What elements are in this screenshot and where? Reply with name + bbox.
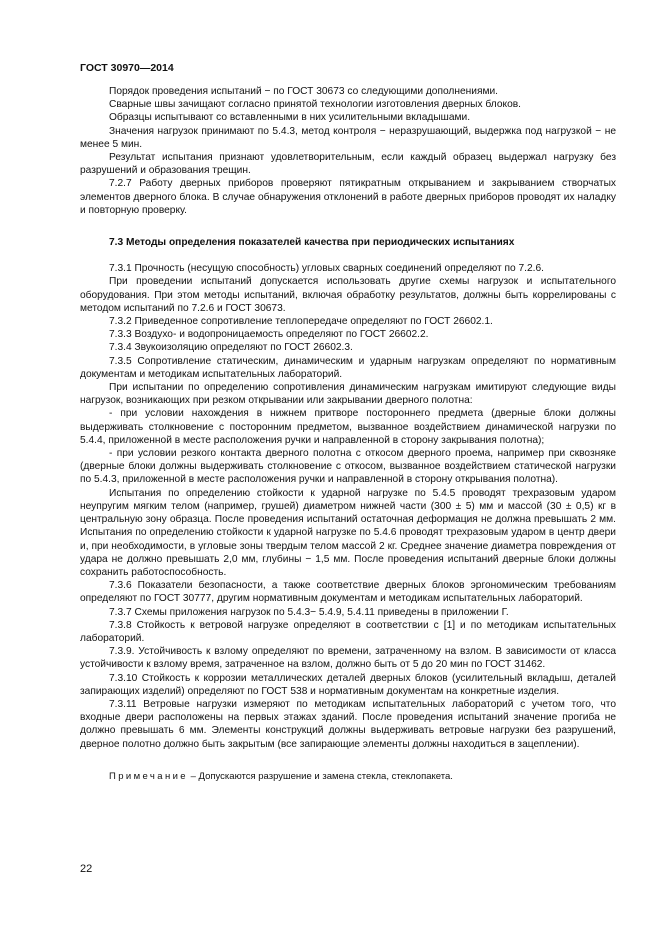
paragraph: 7.2.7 Работу дверных приборов проверяют пятикратным открыванием и закрыванием створчатых элементов дверного блока. В случае обнаружения отклонений в работе дверных приборов проводят их наладку и повторную проверку. — [80, 178, 616, 216]
paragraph: 7.3.6 Показатели безопасности, а также соответствие дверных блоков эргономическим требованиям определяют по ГОСТ 30777, другим нормативным документам и методикам испытательных лабораторий. — [80, 580, 616, 605]
list-item: - при условии резкого контакта дверного полотна с откосом дверного проема, например при сквозняке (дверные блоки должны выдерживать столкновение с откосом, вызванное воздействием статической нагрузки по 5.4.3, приложенной в месте расположения ручки и направленной в сторону открывания полотна). — [80, 448, 616, 486]
paragraph: 7.3.5 Сопротивление статическим, динамическим и ударным нагрузкам определяют по нормативным документам и методикам испытательных лабораторий. — [80, 355, 616, 380]
paragraph: 7.3.2 Приведенное сопротивление теплопередаче определяют по ГОСТ 26602.1. — [109, 316, 493, 328]
paragraph: 7.3.4 Звукоизоляцию определяют по ГОСТ 26602.3. — [109, 342, 353, 354]
paragraph: При проведении испытаний допускается использовать другие схемы нагрузок и испытательного оборудования. При этом методы испытаний, включая обработку результатов, должны быть коррелированы с методом испытаний по 7.2.6 и ГОСТ 30673. — [80, 276, 616, 314]
list-item: - при условии нахождения в нижнем притворе постороннего предмета (дверные блоки должны выдерживать столкновение с посторонним предметом, вызванное воздействием динамической нагрузки по 5.4.4, приложенной в месте расположения ручки и направленной в сторону закрывания полотна); — [80, 408, 616, 446]
paragraph: Результат испытания признают удовлетворительным, если каждый образец выдержал нагрузку без разрушений и образования трещин. — [80, 152, 616, 177]
paragraph: 7.3.9. Устойчивость к взлому определяют по времени, затраченному на взлом. В зависимости от класса устойчивости к взлому время, затраченное на взлом, должно быть от 5 до 20 мин по ГОСТ 31462. — [80, 646, 616, 671]
paragraph: При испытании по определению сопротивления динамическим нагрузкам имитируют следующие виды нагрузок, возникающих при резком открывании или закрывании дверного полотна: — [80, 382, 616, 407]
paragraph: 7.3.11 Ветровые нагрузки измеряют по методикам испытательных лабораторий с учетом того, что входные двери расположены на первых этажах зданий. После проведения испытаний значение прогиба не должно превышать 6 мм. Элементы конструкций должны выдерживать ветровые нагрузки без разрушений, дверное полотно должно быть закрытым (все запирающие элементы должны находиться в зацеплении). — [80, 698, 616, 750]
note-text: – Допускаются разрушение и замена стекла, стеклопакета. — [188, 770, 453, 782]
paragraph: 7.3.10 Стойкость к коррозии металлических деталей дверных блоков (усилительный вкладыш, деталей запирающих изделий) определяют по ГОСТ 538 и нормативным документам на конкретные изделия. — [80, 672, 616, 697]
paragraph: 7.3.8 Стойкость к ветровой нагрузке определяют в соответствии с [1] и по методикам испытательных лабораторий. — [80, 619, 616, 644]
note — [80, 770, 616, 783]
paragraph: Сварные швы зачищают согласно принятой технологии изготовления дверных блоков. — [109, 99, 521, 111]
document-header: ГОСТ 30970—2014 — [80, 62, 174, 74]
paragraph: Образцы испытывают со вставленными в них усилительными вкладышами. — [109, 112, 471, 124]
paragraph: Порядок проведения испытаний − по ГОСТ 30673 со следующими дополнениями. — [109, 86, 499, 97]
page-number: 22 — [80, 863, 93, 875]
paragraph: Значения нагрузок принимают по 5.4.3, метод контроля − неразрушающий, выдержка под нагрузкой − не менее 5 мин. — [80, 125, 616, 150]
note-label: Примечание — [109, 770, 188, 782]
paragraph: 7.3.7 Схемы приложения нагрузок по 5.4.3− 5.4.9, 5.4.11 приведены в приложении Г. — [109, 606, 509, 618]
paragraph: 7.3.3 Воздухо- и водопроницаемость определяют по ГОСТ 26602.2. — [109, 329, 429, 341]
document-body — [80, 85, 616, 783]
paragraph: 7.3.1 Прочность (несущую способность) угловых сварных соединений определяют по 7.2.6. — [109, 263, 544, 275]
section-title: 7.3 Методы определения показателей качества при периодических испытаниях — [109, 237, 515, 249]
paragraph: Испытания по определению стойкости к ударной нагрузке по 5.4.5 проводят трехразовым ударом неупругим мягким телом (например, грушей) диаметром нижней части (300 ± 5) мм и массой (30 ± 0,5) кг в центральную зону образца. После проведения испытаний остаточная деформация не должна превышать 2 мм. Испытания по определению стойкости к ударной нагрузке по 5.4.6 проводят трехразовым ударом в центр двери и, при необходимости, в угловые зоны твердым телом массой 2 кг. Среднее значение диаметра повреждения от удара не должно превышать 2,0 мм, глубины − 1,5 мм. После проведения испытаний дверные блоки должны сохранить работоспособность. — [80, 487, 616, 578]
